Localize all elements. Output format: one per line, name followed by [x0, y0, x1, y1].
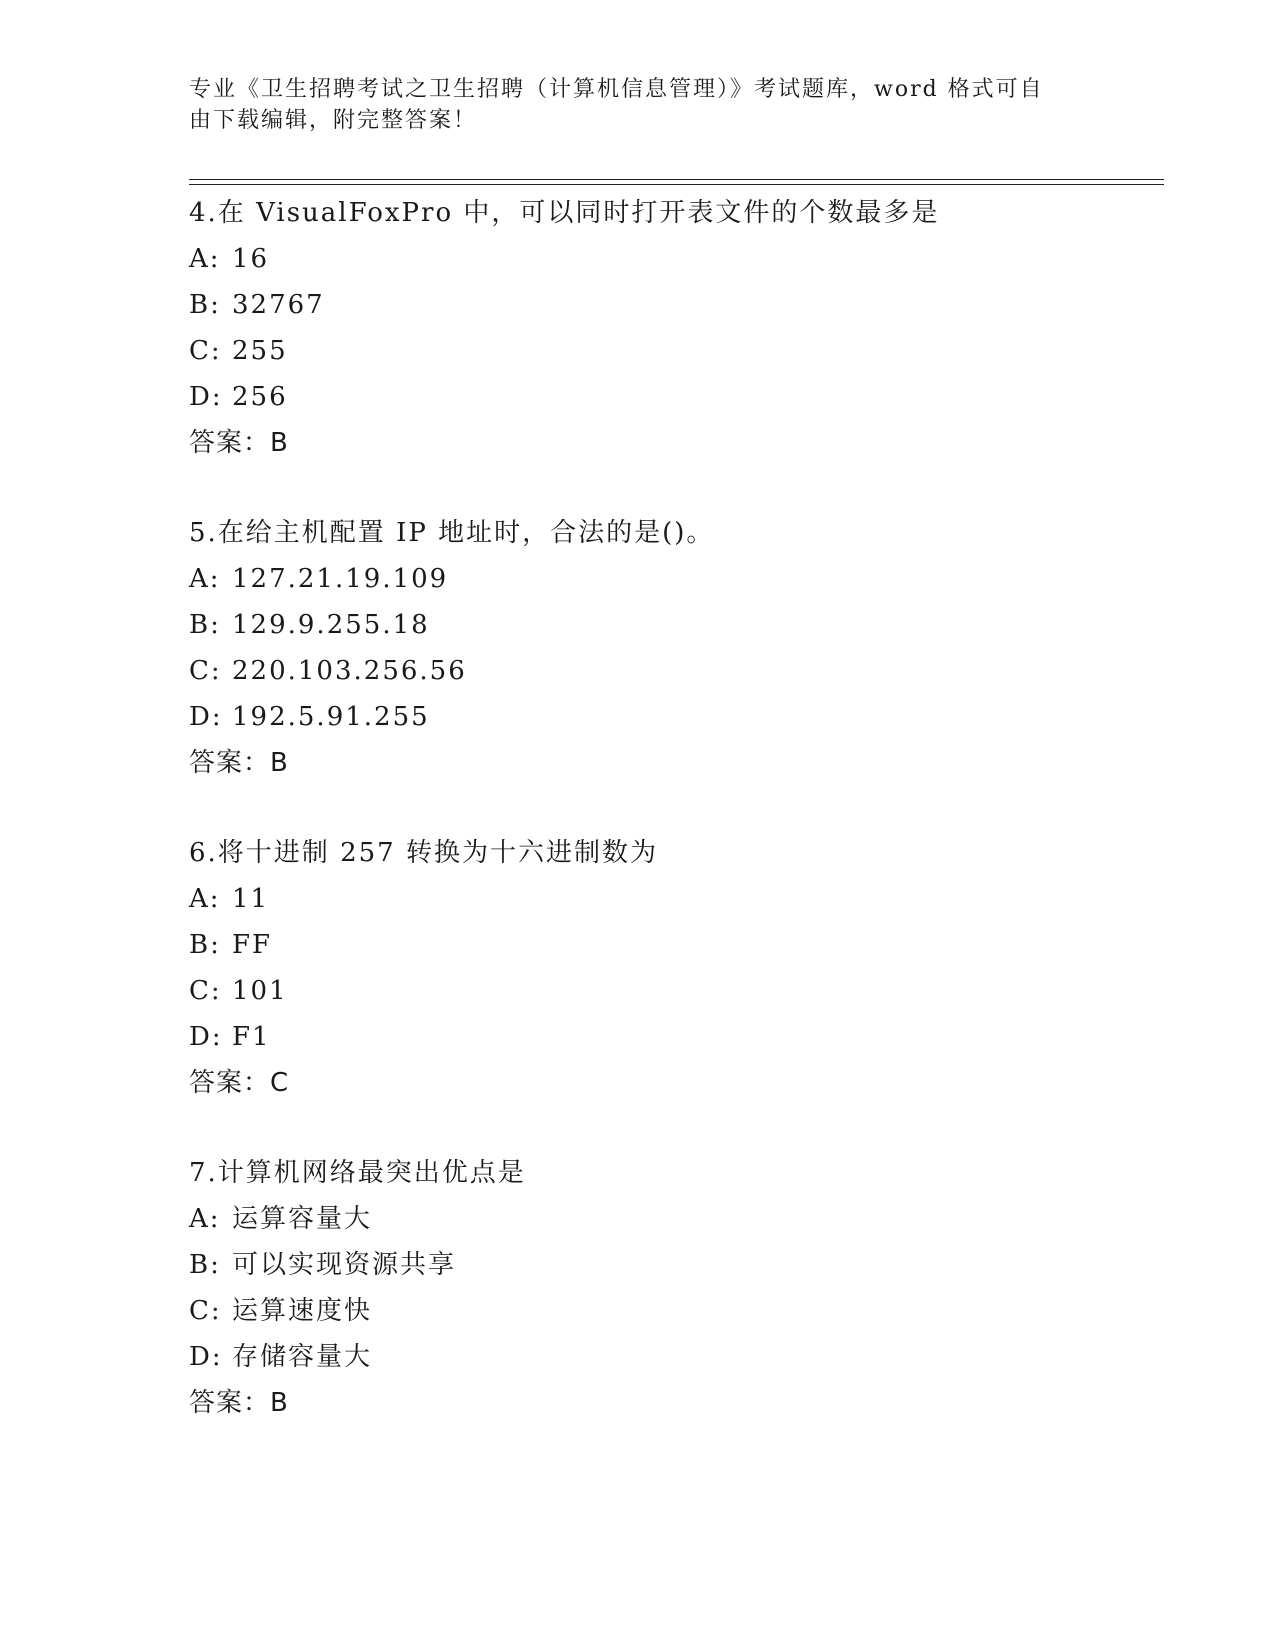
header-line-1: 专业《卫生招聘考试之卫生招聘（计算机信息管理）》考试题库，word 格式可自 — [189, 77, 1044, 102]
option-letter: A: — [189, 244, 221, 274]
option-text: 127.21.19.109 — [232, 564, 449, 594]
option-text: 运算容量大 — [232, 1204, 373, 1234]
option-a — [189, 556, 1164, 602]
option-text: 192.5.91.255 — [232, 702, 430, 732]
option-letter: D: — [189, 382, 223, 412]
option-letter: B: — [189, 290, 221, 320]
answer-line: 答案：B — [189, 428, 289, 458]
option-letter: C: — [189, 336, 222, 366]
option-text: 255 — [232, 336, 288, 366]
option-text: 256 — [232, 382, 288, 412]
option-text: 运算速度快 — [232, 1296, 373, 1326]
option-text: 32767 — [232, 290, 325, 320]
option-letter: A: — [189, 564, 221, 594]
option-text: 101 — [232, 976, 288, 1006]
option-text: 可以实现资源共享 — [232, 1250, 457, 1280]
option-c — [189, 648, 1164, 694]
answer-line: 答案：B — [189, 748, 289, 778]
option-c — [189, 1288, 1164, 1334]
document-header — [189, 74, 1089, 136]
option-text: 220.103.256.56 — [232, 656, 467, 686]
option-text: 存储容量大 — [232, 1342, 373, 1372]
option-letter: A: — [189, 884, 221, 914]
option-letter: B: — [189, 1250, 221, 1280]
option-letter: C: — [189, 656, 222, 686]
option-d — [189, 1334, 1164, 1380]
option-b — [189, 922, 1164, 968]
option-c — [189, 328, 1164, 374]
option-text: 129.9.255.18 — [232, 610, 430, 640]
question-text: 4.在 VisualFoxPro 中，可以同时打开表文件的个数最多是 — [189, 198, 940, 228]
option-letter: C: — [189, 976, 222, 1006]
option-letter: D: — [189, 1342, 223, 1372]
option-letter: A: — [189, 1204, 221, 1234]
option-d — [189, 694, 1164, 740]
header-divider-bottom — [189, 184, 1164, 185]
option-letter: B: — [189, 930, 221, 960]
option-text: F1 — [232, 1022, 271, 1052]
option-b — [189, 282, 1164, 328]
answer-line: 答案：B — [189, 1388, 289, 1418]
question-block — [189, 830, 1164, 1106]
option-a — [189, 236, 1164, 282]
header-line-2: 由下载编辑，附完整答案！ — [189, 108, 478, 133]
question-text: 5.在给主机配置 IP 地址时，合法的是()。 — [189, 518, 715, 548]
option-d — [189, 1014, 1164, 1060]
question-text: 7.计算机网络最突出优点是 — [189, 1158, 526, 1188]
question-block — [189, 1150, 1164, 1426]
option-b — [189, 602, 1164, 648]
header-divider-top — [189, 179, 1164, 180]
question-block — [189, 510, 1164, 786]
option-a — [189, 1196, 1164, 1242]
option-text: FF — [232, 930, 273, 960]
option-text: 16 — [232, 244, 270, 274]
answer-line: 答案：C — [189, 1068, 290, 1098]
option-letter: D: — [189, 702, 223, 732]
option-letter: D: — [189, 1022, 223, 1052]
question-block — [189, 190, 1164, 466]
option-letter: C: — [189, 1296, 222, 1326]
question-text: 6.将十进制 257 转换为十六进制数为 — [189, 838, 658, 868]
option-c — [189, 968, 1164, 1014]
option-text: 11 — [232, 884, 270, 914]
option-letter: B: — [189, 610, 221, 640]
option-d — [189, 374, 1164, 420]
option-b — [189, 1242, 1164, 1288]
option-a — [189, 876, 1164, 922]
